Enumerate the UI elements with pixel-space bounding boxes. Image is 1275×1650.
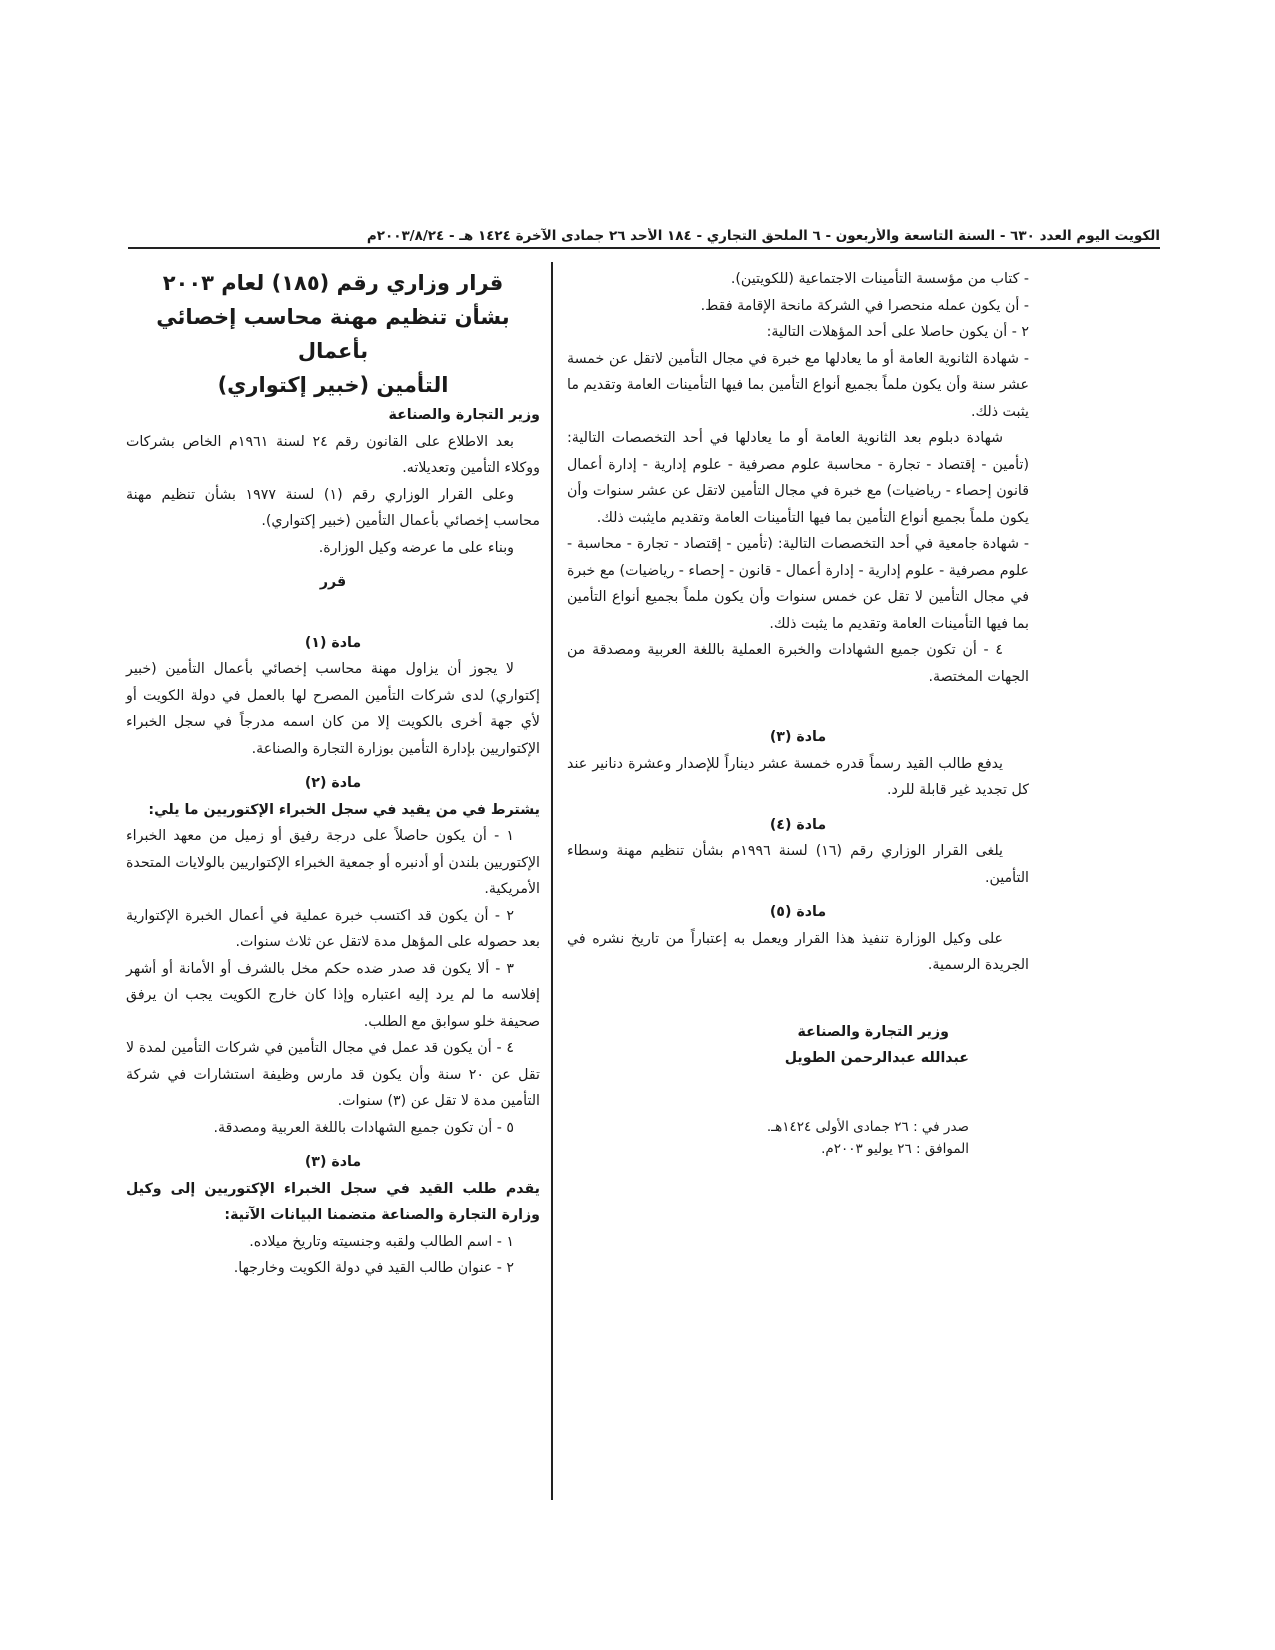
preamble-paragraph: بعد الاطلاع على القانون رقم ٢٤ لسنة ١٩٦١م الخاص بشركات ووكلاء التأمين وتعديلاته. [126,433,540,476]
list-item: ٥ - أن تكون جميع الشهادات باللغة العربية ومصدقة. [213,1119,514,1136]
article-heading: مادة (٥) [769,904,827,920]
left-column [126,266,540,1282]
article-heading: مادة (٣) [769,729,827,745]
decided-heading: قرر [319,574,347,590]
paragraph: - شهادة جامعية في أحد التخصصات التالية: (تأمين - إقتصاد - تجارة - محاسبة - علوم مصرفية - علوم إدارية - إدارة أعمال - قانون - إحصاء - رياضيات) مع خبرة في مجال التأمين لا تقل عن خمس سنوات وأن يكون ملماً بجميع أنواع التأمين بما فيها التأمينات العامة وتقديم ما يثبت ذلك. [567,536,1029,632]
paragraph: - شهادة الثانوية العامة أو ما يعادلها مع خبرة في مجال التأمين لاتقل عن خمسة عشر سنة وأن يكون ملماً بجميع أنواع التأمين بما فيها التأمينات العامة وتقديم ما يثبت ذلك. [567,350,1029,420]
article-intro: يشترط في من يقيد في سجل الخبراء الإكتوريين ما يلي: [148,801,540,818]
article-text: يلغى القرار الوزاري رقم (١٦) لسنة ١٩٩٦م بشأن تنظيم مهنة وسطاء التأمين. [567,843,1029,886]
spacer [126,596,540,622]
signature-title: وزير التجارة والصناعة [797,1023,949,1040]
paragraph: ٤ - أن تكون جميع الشهادات والخبرة العملية باللغة العربية ومصدقة من الجهات المختصة. [567,642,1029,685]
list-item: ١ - أن يكون حاصلاً على درجة رفيق أو زميل من معهد الخبراء الإكتوريين بلندن أو أدنبره أو جمعية الخبراء الإكتواريين بالولايات المتحدة الأمريكية. [126,828,540,897]
article-heading: مادة (٣) [304,1154,362,1170]
spacer [567,690,1029,716]
right-column [567,266,1029,1160]
paragraph: ٢ - أن يكون حاصلا على أحد المؤهلات التالية: [766,324,1029,340]
decree-title-line: بشأن تنظيم مهنة محاسب إخصائي بأعمال [156,305,510,363]
list-item: ٣ - ألا يكون قد صدر ضده حكم مخل بالشرف أو الأمانة أو أشهر إفلاسه ما لم يرد إليه اعتباره وإذا كان خارج الكويت يجب ان يرفق صحيفة خلو سوابق مع الطلب. [126,960,540,1030]
page-header: الكويت اليوم العدد ٦٣٠ - السنة التاسعة والأربعون - ٦ الملحق التجاري - ١٨٤ الأحد ٢٦ جمادى الآخرة ١٤٢٤ هـ - ٢٠٠٣/٨/٢٤م [128,228,1160,249]
column-divider [551,262,553,1500]
article-heading: مادة (٤) [769,816,827,833]
signature-name: عبدالله عبدالرحمن الطويل [784,1050,969,1066]
minister-heading: وزير التجارة والصناعة [388,407,540,423]
decree-title [126,266,540,402]
article-heading: مادة (١) [304,634,362,651]
article-heading: مادة (٢) [304,775,362,791]
preamble-paragraph: وعلى القرار الوزاري رقم (١) لسنة ١٩٧٧ بشأن تنظيم مهنة محاسب إخصائي بأعمال التأمين (خبير إكتواري). [126,486,540,529]
list-item: ٢ - أن يكون قد اكتسب خبرة عملية في أعمال الخبرة الإكتوارية بعد حصوله على المؤهل مدة لاتقل عن ثلاث سنوات. [126,907,540,950]
list-item: ٤ - أن يكون قد عمل في مجال التأمين في شركات التأمين لمدة لا تقل عن ٢٠ سنة وأن يكون قد مارس وظيفة استشارات في شركة التأمين مدة لا تقل عن (٣) سنوات. [126,1040,541,1109]
decree-title-line: قرار وزاري رقم (١٨٥) لعام ٢٠٠٣ [162,271,504,295]
issue-date-gregorian: الموافق : ٢٦ يوليو ٢٠٠٣م. [821,1140,969,1157]
article-intro: يقدم طلب القيد في سجل الخبراء الإكتوريين إلى وكيل وزارة التجارة والصناعة متضمنا البيانات الآتية: [126,1180,540,1223]
article-text: على وكيل الوزارة تنفيذ هذا القرار ويعمل به إعتباراً من تاريخ نشره في الجريدة الرسمية. [567,930,1029,973]
paragraph: - أن يكون عمله منحصرا في الشركة مانحة الإقامة فقط. [700,297,1029,314]
paragraph: - كتاب من مؤسسة التأمينات الاجتماعية (للكويتين). [730,271,1029,287]
list-item: ٢ - عنوان طالب القيد في دولة الكويت وخارجها. [233,1260,514,1276]
article-text: لا يجوز أن يزاول مهنة محاسب إخصائي بأعمال التأمين (خبير إكتواري) لدى شركات التأمين المصرح لها بالعمل في دولة الكويت أو لأي جهة أخرى بالكويت إلا من كان اسمه مدرجاً في سجل الخبراء الإكتواريين بإدارة التأمين بوزارة التجارة والصناعة. [126,661,540,757]
article-text: يدفع طالب القيد رسماً قدره خمسة عشر ديناراً للإصدار وعشرة دنانير عند كل تجديد غير قابلة للرد. [567,755,1029,798]
preamble-paragraph: وبناء على ما عرضه وكيل الوزارة. [318,539,514,556]
issue-date: صدر في : ٢٦ جمادى الأولى ١٤٢٤هـ. [766,1118,969,1135]
paragraph: شهادة دبلوم بعد الثانوية العامة أو ما يعادلها في أحد التخصصات التالية: (تأمين - إقتصاد - تجارة - محاسبة علوم مصرفية - علوم إدارية - إدارة أعمال قانون إحصاء - رياضيات) مع خبرة في مجال التأمين لاتقل عن عشر سنوات وأن يكون ملماً بجميع أنواع التأمين بما فيها التأمينات العامة وتقديم مايثبت ذلك. [567,430,1029,526]
decree-title-line: التأمين (خبير إكتواري) [217,373,449,397]
list-item: ١ - اسم الطالب ولقبه وجنسيته وتاريخ ميلاده. [249,1233,514,1250]
